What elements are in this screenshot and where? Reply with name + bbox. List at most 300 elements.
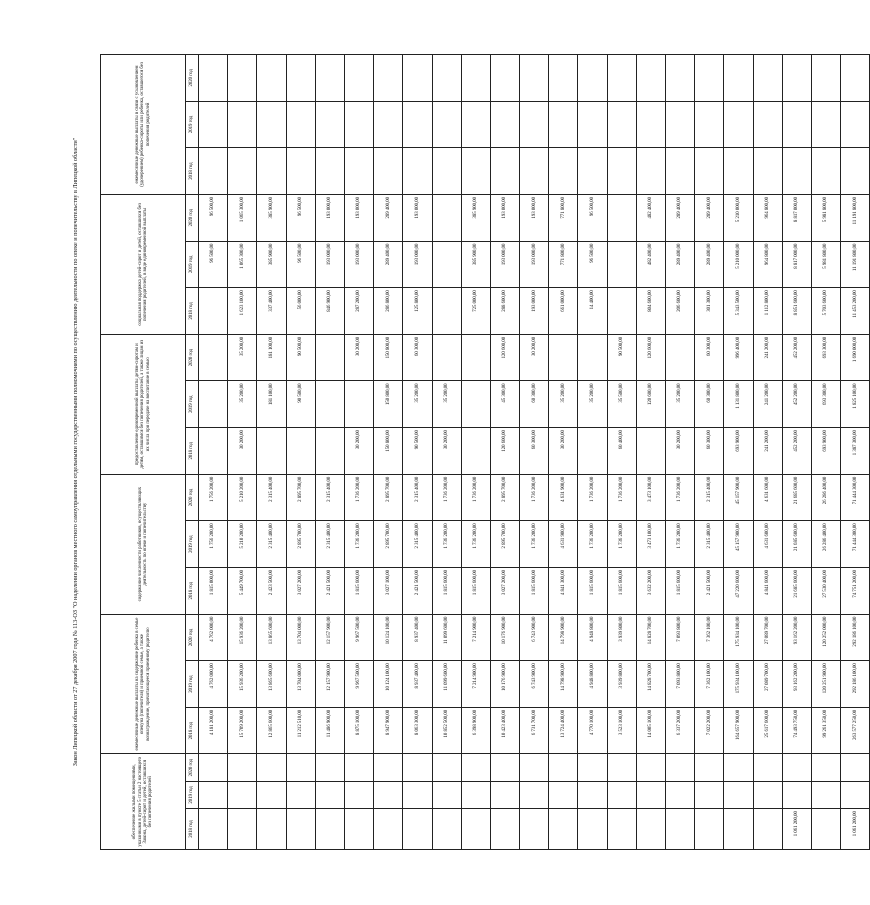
table-cell: 3 473 100,00: [636, 474, 665, 521]
table-cell: 11 191 800,00: [841, 241, 870, 288]
table-cell: [344, 809, 373, 850]
table-cell: 725 000,00: [461, 288, 490, 335]
table-cell: 96 500,00: [286, 194, 315, 241]
table-cell: [490, 101, 519, 148]
table-cell: 1 690 000,00: [841, 334, 870, 381]
table-cell: [636, 148, 665, 195]
table-cell: [549, 334, 578, 381]
year-header: 2020 год: [186, 754, 199, 781]
table-cell: 193 000,00: [403, 194, 432, 241]
table-cell: 10 124 100,00: [374, 661, 403, 708]
table-cell: [520, 781, 549, 808]
table-cell: 287 200,00: [344, 288, 373, 335]
table-cell: 150 800,00: [374, 381, 403, 428]
table-cell: [199, 148, 228, 195]
table-cell: 2 421 500,00: [315, 567, 344, 614]
table-cell: 60 300,00: [520, 381, 549, 428]
table-cell: [315, 781, 344, 808]
table-row: [257, 55, 286, 850]
table-cell: [490, 148, 519, 195]
table-cell: 15 936 200,00: [228, 661, 257, 708]
table-row: [841, 55, 870, 850]
table-cell: 10 852 500,00: [432, 707, 461, 754]
table-cell: 1 736 200,00: [520, 474, 549, 521]
table-cell: 4 948 800,00: [578, 661, 607, 708]
table-cell: [432, 55, 461, 102]
table-cell: 2 895 700,00: [374, 474, 403, 521]
table-cell: [315, 55, 344, 102]
table-cell: 263 577 250,00: [841, 707, 870, 754]
table-cell: 289 400,00: [695, 194, 724, 241]
table-cell: 1 736 200,00: [461, 474, 490, 521]
table-cell: [257, 809, 286, 850]
table-cell: 2 315 400,00: [257, 521, 286, 568]
table-cell: 15 936 200,00: [228, 614, 257, 661]
table-cell: 1 756 200,00: [199, 521, 228, 568]
table-cell: 6 398 900,00: [461, 707, 490, 754]
table-cell: [695, 781, 724, 808]
table-cell: [636, 55, 665, 102]
table-cell: 11 453 200,00: [841, 288, 870, 335]
table-cell: [344, 781, 373, 808]
table-cell: 289 400,00: [374, 194, 403, 241]
table-cell: 3 027 200,00: [490, 567, 519, 614]
table-cell: [636, 101, 665, 148]
table-cell: 1 815 600,00: [666, 567, 695, 614]
year-header: 2019 год: [186, 661, 199, 708]
table-cell: 5 210 000,00: [724, 194, 753, 241]
table-cell: 13 704 000,00: [286, 661, 315, 708]
table-cell: [432, 809, 461, 850]
table-cell: 452 200,00: [782, 334, 811, 381]
table-cell: [578, 428, 607, 475]
table-cell: [841, 55, 870, 102]
table-cell: [315, 148, 344, 195]
table-cell: [811, 101, 840, 148]
table-cell: 2 315 400,00: [403, 474, 432, 521]
table-cell: 47 220 600,00: [724, 567, 753, 614]
table-cell: 90 500,00: [607, 334, 636, 381]
table-cell: 120 600,00: [490, 428, 519, 475]
table-cell: [636, 754, 665, 781]
table-cell: [753, 754, 782, 781]
table-cell: 6 743 900,00: [520, 614, 549, 661]
table-cell: 1 815 600,00: [344, 567, 373, 614]
table-cell: [432, 288, 461, 335]
table-cell: [461, 781, 490, 808]
table-cell: 96 500,00: [199, 241, 228, 288]
table-cell: [520, 754, 549, 781]
table-cell: [549, 55, 578, 102]
table-cell: 193 000,00: [344, 241, 373, 288]
table-cell: [607, 101, 636, 148]
year-header: 2018 год: [186, 707, 199, 754]
table-cell: 96 500,00: [578, 194, 607, 241]
table-cell: 13 704 000,00: [286, 614, 315, 661]
table-cell: [461, 428, 490, 475]
table-cell: 8 937 400,00: [403, 614, 432, 661]
table-cell: 35 200,00: [549, 381, 578, 428]
table-cell: [432, 194, 461, 241]
table-cell: [490, 781, 519, 808]
table-cell: [344, 381, 373, 428]
table-cell: [461, 754, 490, 781]
table-cell: 1 825 100,00: [841, 381, 870, 428]
table-cell: [432, 241, 461, 288]
table-cell: 13 724 400,00: [549, 707, 578, 754]
table-cell: 289 400,00: [666, 194, 695, 241]
table-cell: 21 685 600,00: [782, 521, 811, 568]
table-cell: 1 387 300,00: [841, 428, 870, 475]
table-cell: 771 800,00: [549, 194, 578, 241]
table-cell: [607, 809, 636, 850]
table-cell: [228, 781, 257, 808]
table-cell: [753, 148, 782, 195]
table-cell: 13 865 600,00: [257, 614, 286, 661]
year-header: 2019 год: [186, 101, 199, 148]
table-cell: 96 500,00: [199, 194, 228, 241]
table-cell: [461, 101, 490, 148]
table-cell: [578, 148, 607, 195]
table-cell: 8 817 000,00: [782, 241, 811, 288]
table-row: [724, 55, 753, 850]
table-cell: 3 523 100,00: [607, 707, 636, 754]
table-cell: [199, 381, 228, 428]
table-cell: 120 600,00: [490, 334, 519, 381]
table-cell: 35 500,00: [607, 381, 636, 428]
table-cell: 996 400,00: [724, 334, 753, 381]
table-cell: [695, 55, 724, 102]
table-cell: [578, 781, 607, 808]
table-cell: 1 065 300,00: [228, 194, 257, 241]
table-cell: 452 200,00: [782, 428, 811, 475]
table-cell: 1 736 200,00: [461, 521, 490, 568]
table-cell: [782, 754, 811, 781]
year-header: 2018 год: [186, 288, 199, 335]
year-header: 2019 год: [186, 781, 199, 808]
table-cell: 693 300,00: [811, 381, 840, 428]
table-cell: 482 400,00: [636, 241, 665, 288]
table-cell: 206 600,00: [666, 288, 695, 335]
table-cell: [578, 101, 607, 148]
table-cell: 1 736 200,00: [344, 521, 373, 568]
table-cell: [578, 55, 607, 102]
table-cell: 5 981 800,00: [811, 194, 840, 241]
table-cell: 193 000,00: [490, 241, 519, 288]
table-cell: [811, 55, 840, 102]
table-cell: 56 000,00: [286, 288, 315, 335]
table-cell: 99 261 350,00: [811, 707, 840, 754]
table-cell: [578, 334, 607, 381]
table-row: [286, 55, 315, 850]
table-cell: 120 252 000,00: [811, 614, 840, 661]
table-cell: 60 400,00: [607, 428, 636, 475]
table-row: [753, 55, 782, 850]
table-cell: 4 841 600,00: [753, 567, 782, 614]
table-row: [695, 55, 724, 850]
table-cell: 150 800,00: [374, 334, 403, 381]
table-cell: 4 948 800,00: [578, 614, 607, 661]
table-cell: 14 400,00: [578, 288, 607, 335]
table-cell: 181 100,00: [257, 381, 286, 428]
table-cell: 4 631 600,00: [753, 474, 782, 521]
table-cell: 3 939 800,00: [607, 614, 636, 661]
table-cell: [636, 781, 665, 808]
table-cell: 12 865 600,00: [257, 707, 286, 754]
table-cell: 21 685 600,00: [782, 474, 811, 521]
table-cell: 30 200,00: [520, 334, 549, 381]
table-cell: [199, 288, 228, 335]
table-cell: 1 623 100,00: [228, 288, 257, 335]
table-cell: 14 005 100,00: [636, 707, 665, 754]
table-cell: [753, 809, 782, 850]
table-cell: 3 632 200,00: [636, 567, 665, 614]
table-cell: 14 798 900,00: [549, 661, 578, 708]
table-cell: 337 400,00: [257, 288, 286, 335]
table-cell: [636, 428, 665, 475]
table-cell: 11 099 600,00: [432, 614, 461, 661]
table-cell: 74 751 200,00: [841, 567, 870, 614]
table-cell: 4 762 000,00: [199, 614, 228, 661]
table-cell: 193 000,00: [344, 194, 373, 241]
table-cell: 385 900,00: [461, 241, 490, 288]
table-cell: 288 600,00: [490, 288, 519, 335]
table-cell: 3 027 100,00: [374, 567, 403, 614]
table-cell: 482 400,00: [636, 194, 665, 241]
table-cell: 175 934 100,00: [724, 661, 753, 708]
table-cell: [344, 55, 373, 102]
table-cell: 964 800,00: [753, 194, 782, 241]
table-cell: [578, 754, 607, 781]
table-cell: 35 200,00: [578, 381, 607, 428]
budget-table: [100, 54, 870, 850]
table-cell: 2 315 400,00: [695, 474, 724, 521]
table-cell: 7 214 900,00: [461, 614, 490, 661]
table-cell: [374, 55, 403, 102]
table-row: [315, 55, 344, 850]
table-cell: [374, 101, 403, 148]
table-cell: [811, 809, 840, 850]
table-cell: 150 800,00: [374, 428, 403, 475]
table-cell: 1 815 600,00: [432, 567, 461, 614]
table-cell: 2 315 400,00: [403, 521, 432, 568]
table-cell: 385 900,00: [257, 241, 286, 288]
table-cell: [257, 148, 286, 195]
year-header: 2018 год: [186, 428, 199, 475]
table-cell: [636, 809, 665, 850]
table-cell: 8 937 400,00: [403, 661, 432, 708]
table-cell: 292 186 100,00: [841, 614, 870, 661]
table-cell: 60 300,00: [403, 334, 432, 381]
table-cell: [782, 55, 811, 102]
table-cell: [403, 148, 432, 195]
table-cell: 10 124 100,00: [374, 614, 403, 661]
table-cell: 90 500,00: [403, 428, 432, 475]
table-cell: 27 089 700,00: [753, 614, 782, 661]
table-cell: 4 631 600,00: [753, 521, 782, 568]
table-row: [811, 55, 840, 850]
table-cell: 693 300,00: [811, 334, 840, 381]
table-cell: 12 157 900,00: [315, 661, 344, 708]
table-cell: 26 286 400,00: [811, 474, 840, 521]
year-header: 2020 год: [186, 474, 199, 521]
table-cell: [520, 148, 549, 195]
table-cell: 385 900,00: [461, 194, 490, 241]
table-cell: [403, 754, 432, 781]
table-cell: [461, 55, 490, 102]
table-cell: 30 200,00: [344, 428, 373, 475]
table-cell: [607, 288, 636, 335]
table-cell: 30 200,00: [228, 428, 257, 475]
rotated-sheet: [60, 52, 858, 852]
table-cell: [490, 754, 519, 781]
table-cell: [666, 809, 695, 850]
table-cell: 1 815 000,00: [199, 567, 228, 614]
table-cell: [578, 809, 607, 850]
table-cell: [666, 781, 695, 808]
year-header: 2019 год: [186, 521, 199, 568]
table-cell: [520, 809, 549, 850]
table-cell: 13 865 600,00: [257, 661, 286, 708]
table-cell: [228, 754, 257, 781]
table-cell: 74 493 750,00: [782, 707, 811, 754]
table-cell: [695, 148, 724, 195]
table-cell: 2 421 500,00: [695, 567, 724, 614]
table-cell: 11 099 600,00: [432, 661, 461, 708]
table-cell: 1 736 200,00: [520, 521, 549, 568]
table-cell: [344, 101, 373, 148]
table-cell: 35 200,00: [228, 381, 257, 428]
table-cell: [811, 781, 840, 808]
table-cell: 7 022 200,00: [695, 707, 724, 754]
table-cell: 1 736 200,00: [432, 521, 461, 568]
table-cell: [753, 101, 782, 148]
table-cell: 1 815 600,00: [607, 567, 636, 614]
table-cell: [257, 754, 286, 781]
table-cell: 90 500,00: [286, 381, 315, 428]
table-cell: 35 200,00: [228, 334, 257, 381]
table-row: [607, 55, 636, 850]
table-cell: [607, 194, 636, 241]
table-cell: [695, 101, 724, 148]
table-cell: [228, 148, 257, 195]
table-cell: [695, 809, 724, 850]
table-cell: 2 423 500,00: [257, 567, 286, 614]
table-cell: 35 200,00: [432, 381, 461, 428]
table-cell: 1 736 200,00: [578, 474, 607, 521]
table-cell: [520, 101, 549, 148]
table-cell: 846 900,00: [315, 288, 344, 335]
table-cell: 9 967 500,00: [344, 661, 373, 708]
table-cell: 11 191 800,00: [841, 194, 870, 241]
table-cell: 120 251 900,00: [811, 661, 840, 708]
table-cell: 2 895 700,00: [286, 474, 315, 521]
table-cell: [374, 781, 403, 808]
table-cell: [199, 781, 228, 808]
table-cell: 1 815 600,00: [520, 567, 549, 614]
table-cell: 6 337 200,00: [666, 707, 695, 754]
table-cell: [461, 809, 490, 850]
table-cell: 21 685 600,00: [782, 567, 811, 614]
table-cell: 193 000,00: [520, 288, 549, 335]
table-cell: 4 770 100,00: [578, 707, 607, 754]
table-cell: 193 000,00: [490, 194, 519, 241]
table-cell: 9 967 500,00: [344, 614, 373, 661]
table-cell: 301 300,00: [695, 288, 724, 335]
table-cell: 3 939 800,00: [607, 661, 636, 708]
table-cell: 45 157 900,00: [724, 474, 753, 521]
table-cell: 771 800,00: [549, 241, 578, 288]
table-cell: [461, 148, 490, 195]
table-row: [490, 55, 519, 850]
table-cell: 1 061 200,00: [782, 809, 811, 850]
table-cell: 60 300,00: [520, 428, 549, 475]
table-cell: 2 895 700,00: [490, 521, 519, 568]
table-cell: 7 093 800,00: [666, 661, 695, 708]
table-cell: 5 703 600,00: [811, 288, 840, 335]
table-cell: [549, 754, 578, 781]
table-cell: 120 600,00: [636, 334, 665, 381]
table-cell: [782, 101, 811, 148]
year-header: 2020 год: [186, 614, 199, 661]
table-cell: 5 343 500,00: [724, 288, 753, 335]
group-header-3: содержание численности работников, осуществляющих деятельность по опеке и попечительству: [101, 474, 186, 614]
table-cell: [607, 148, 636, 195]
table-cell: 661 000,00: [549, 288, 578, 335]
table-cell: [432, 754, 461, 781]
table-cell: [315, 428, 344, 475]
table-cell: 292 186 100,00: [841, 661, 870, 708]
table-cell: 10 176 900,00: [490, 661, 519, 708]
table-cell: [724, 55, 753, 102]
year-header: 2018 год: [186, 809, 199, 850]
table-cell: 5 449 700,00: [228, 567, 257, 614]
table-cell: [549, 148, 578, 195]
table-cell: [199, 55, 228, 102]
table-row: [228, 55, 257, 850]
table-cell: 10 176 900,00: [490, 614, 519, 661]
year-header: 2020 год: [186, 194, 199, 241]
table-cell: 30 200,00: [666, 428, 695, 475]
table-cell: [724, 101, 753, 148]
table-cell: 7 214 900,00: [461, 661, 490, 708]
table-cell: 164 657 900,00: [724, 707, 753, 754]
table-cell: [199, 428, 228, 475]
table-cell: 60 300,00: [695, 334, 724, 381]
table-cell: [403, 101, 432, 148]
table-cell: 96 500,00: [286, 241, 315, 288]
table-cell: 1 065 300,00: [228, 241, 257, 288]
year-header: 2020 год: [186, 334, 199, 381]
group-header-5: социальная поддержка детей-сирот и детей, оставшихся без попечения родителей, в виде единовременной выплаты: [101, 194, 186, 334]
year-header: 2019 год: [186, 241, 199, 288]
table-cell: [432, 334, 461, 381]
table-cell: [228, 55, 257, 102]
table-cell: [403, 781, 432, 808]
year-header: 2018 год: [186, 148, 199, 195]
table-cell: 5 981 800,00: [811, 241, 840, 288]
table-cell: [607, 55, 636, 102]
table-row: [666, 55, 695, 850]
table-cell: 2 895 700,00: [374, 521, 403, 568]
table-cell: 6 731 700,00: [520, 707, 549, 754]
table-cell: 4 631 900,00: [549, 474, 578, 521]
table-row: [461, 55, 490, 850]
table-cell: 8 851 600,00: [782, 288, 811, 335]
table-cell: [753, 55, 782, 102]
table-cell: 289 400,00: [374, 241, 403, 288]
table-cell: 14 798 900,00: [549, 614, 578, 661]
